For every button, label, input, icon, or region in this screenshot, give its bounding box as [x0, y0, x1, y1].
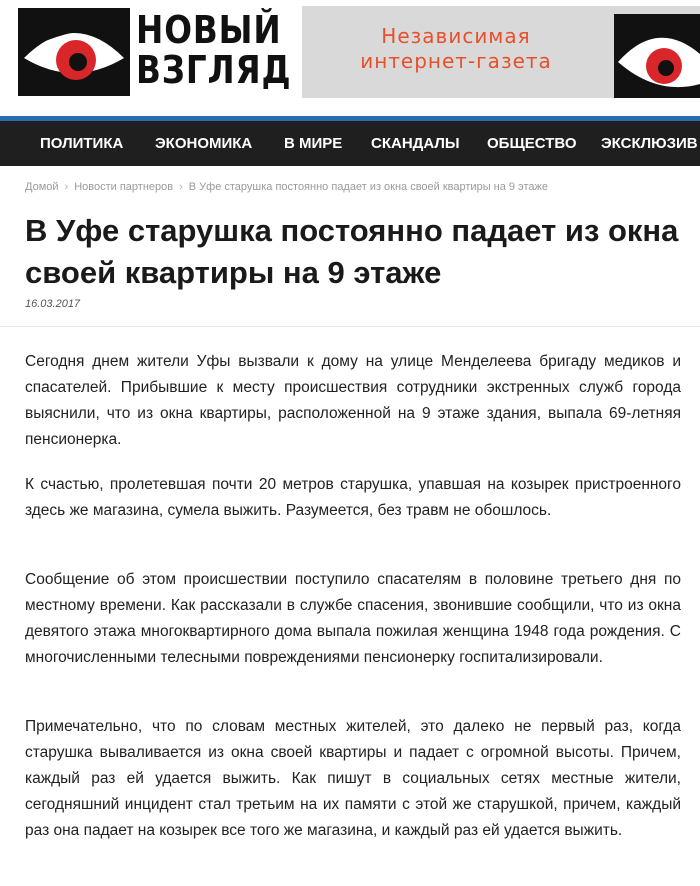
nav-item-economy[interactable]: ЭКОНОМИКА — [155, 135, 253, 152]
eye-logo-icon[interactable] — [18, 8, 130, 96]
nav-item-scandals[interactable]: СКАНДАЛЫ — [371, 135, 460, 152]
article-paragraph: Сегодня днем жители Уфы вызвали к дому на улице Менделеева бригаду медиков и спасателей. Прибывшие к месту происшествия сотрудники экстренных служб города выяснили, что из окна квартиры, расположенной на 9 этаже здания, выпала 69-летняя пенсионерка. — [25, 353, 681, 448]
article-date: 16.03.2017 — [25, 298, 81, 310]
breadcrumb-current: В Уфе старушка постоянно падает из окна своей квартиры на 9 этаже — [188, 181, 548, 193]
breadcrumb — [25, 181, 548, 193]
nav-item-society[interactable]: ОБЩЕСТВО — [487, 135, 577, 152]
logo-line-2: ВЗГЛЯД — [136, 48, 292, 92]
article-title: В Уфе старушка постоянно падает из окна своей квартиры на 9 этаже — [25, 213, 679, 290]
banner-eye-icon — [614, 14, 700, 98]
nav-item-exclusive[interactable]: ЭКСКЛЮЗИВ — [601, 135, 698, 152]
site-header — [0, 0, 700, 116]
logo-line-1: НОВЫЙ — [136, 8, 282, 52]
breadcrumb-separator: › — [64, 181, 69, 193]
banner-line-2: интернет-газета — [360, 49, 552, 73]
breadcrumb-home[interactable]: Домой — [25, 181, 59, 193]
divider — [0, 326, 700, 327]
article-paragraph: К счастью, пролетевшая почти 20 метров старушка, упавшая на козырек пристроенного здесь же магазина, сумела выжить. Разумеется, без травм не обошлось. — [25, 476, 681, 519]
breadcrumb-partner-news[interactable]: Новости партнеров — [74, 181, 174, 193]
nav-item-world[interactable]: В МИРЕ — [284, 135, 343, 152]
breadcrumb-separator: › — [179, 181, 183, 193]
main-nav — [0, 121, 700, 166]
header-banner[interactable] — [302, 6, 700, 98]
nav-item-politics[interactable]: ПОЛИТИКА — [40, 135, 124, 152]
banner-line-1: Независимая — [381, 24, 531, 48]
site-logo-text[interactable] — [136, 10, 296, 90]
banner-slogan — [302, 24, 610, 74]
article-paragraph: Сообщение об этом происшествии поступило спасателям в половине третьего дня по местному времени. Как рассказали в службе спасения, звонившие сообщили, что из окна девятого этажа многоквартирного дома выпала пожилая женщина 1948 года рождения. С многочисленными телесными повреждениями пенсионерку госпитализировали. — [25, 571, 681, 666]
article-paragraph: Примечательно, что по словам местных жителей, это далеко не первый раз, когда старушка вываливается из окна своей квартиры и падает с огромной высоты. Причем, каждый раз ей удается выжить. Как пишут в социальных сетях местные жители, сегодняшний инцидент стал третьим на их памяти с этой же старушкой, причем, каждый раз она падает на козырек все того же магазина, и каждый раз ей удается выжить. — [25, 718, 681, 839]
